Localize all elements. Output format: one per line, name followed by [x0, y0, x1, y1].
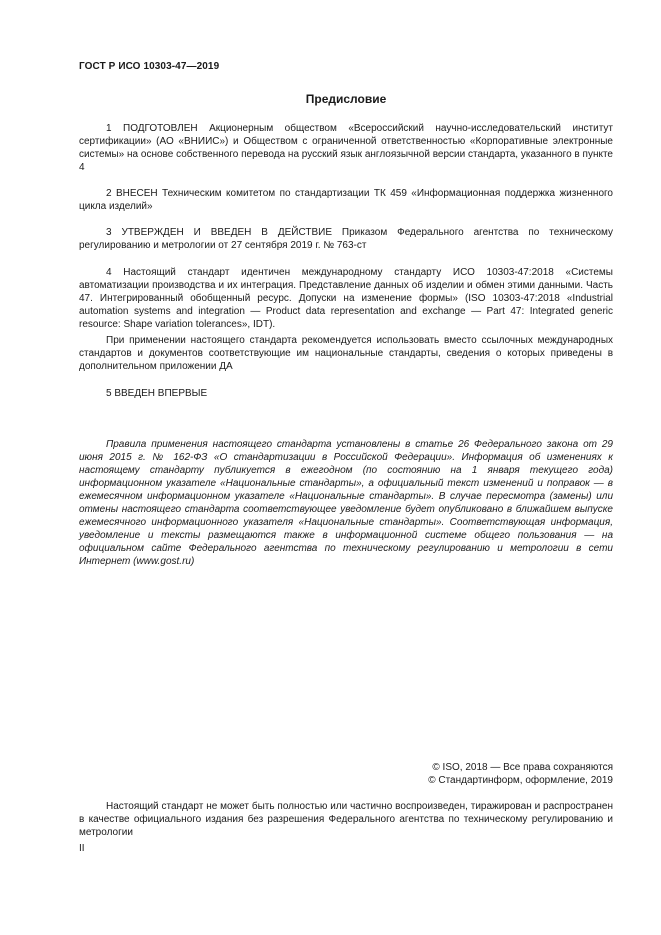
copyright-iso: © ISO, 2018 — Все права сохраняются — [432, 762, 613, 773]
document-header: ГОСТ Р ИСО 10303-47—2019 — [79, 61, 220, 72]
copyright-standartinform: © Стандартинформ, оформление, 2019 — [428, 775, 613, 786]
section-5-first-introduced: 5 ВВЕДЕН ВПЕРВЫЕ — [106, 388, 208, 399]
page-number: II — [79, 843, 85, 854]
page-title: Предисловие — [305, 92, 387, 106]
section-4-note: При применении настоящего стандарта рекомендуется использовать вместо ссылочных международных стандартов и документов соответствующие им национальные стандарты, сведения о которых приведены в дополнительном приложении ДА — [79, 335, 613, 372]
reproduction-notice: Настоящий стандарт не может быть полностью или частично воспроизведен, тиражирован и распространен в качестве официального издания без разрешения Федерального агентства по техническому регулированию и метрологии — [79, 801, 613, 838]
section-4-identical: 4 Настоящий стандарт идентичен международному стандарту ИСО 10303-47:2018 «Системы автоматизации производства и их интеграция. Представление данных об изделии и обмен этими данными. Часть 47. Интегрированный обобщенный ресурс. Допуски на изменение формы» (ISO 10303-47:2018 «Industrial automation systems and integration — Product data representation and exchange — Part 47: Integrated generic resource: Shape variation tolerances», IDT). — [79, 267, 613, 330]
section-1-prepared: 1 ПОДГОТОВЛЕН Акционерным обществом «Всероссийский научно-исследовательский институт сертификации» (АО «ВНИИС») и Обществом с ограниченной ответственностью «Корпоративные электронные системы» на основе собственного перевода на русский язык англоязычной версии стандарта, указанного в пункте 4 — [79, 123, 613, 173]
rules-notice: Правила применения настоящего стандарта установлены в статье 26 Федерального закона от 29 июня 2015 г. № 162-ФЗ «О стандартизации в Российской Федерации». Информация об изменениях к настоящему стандарту публикуется в ежегодном (по состоянию на 1 января текущего года) информационном указателе «Национальные стандарты», а официальный текст изменений и поправок — в ежемесячном информационном указателе «Национальные стандарты». В случае пересмотра (замены) или отмены настоящего стандарта соответствующее уведомление будет опубликовано в ближайшем выпуске ежемесячного информационного указателя «Национальные стандарты». Соответствующая информация, уведомление и тексты размещаются также в информационной системе общего пользования — на официальном сайте Федерального агентства по техническому регулированию и метрологии в сети Интернет (www.gost.ru) — [79, 439, 613, 567]
section-2-introduced: 2 ВНЕСЕН Техническим комитетом по стандартизации ТК 459 «Информационная поддержка жизненного цикла изделий» — [79, 188, 613, 212]
section-3-approved: 3 УТВЕРЖДЕН И ВВЕДЕН В ДЕЙСТВИЕ Приказом Федерального агентства по техническому регулированию и метрологии от 27 сентября 2019 г. № 763-ст — [79, 227, 613, 251]
